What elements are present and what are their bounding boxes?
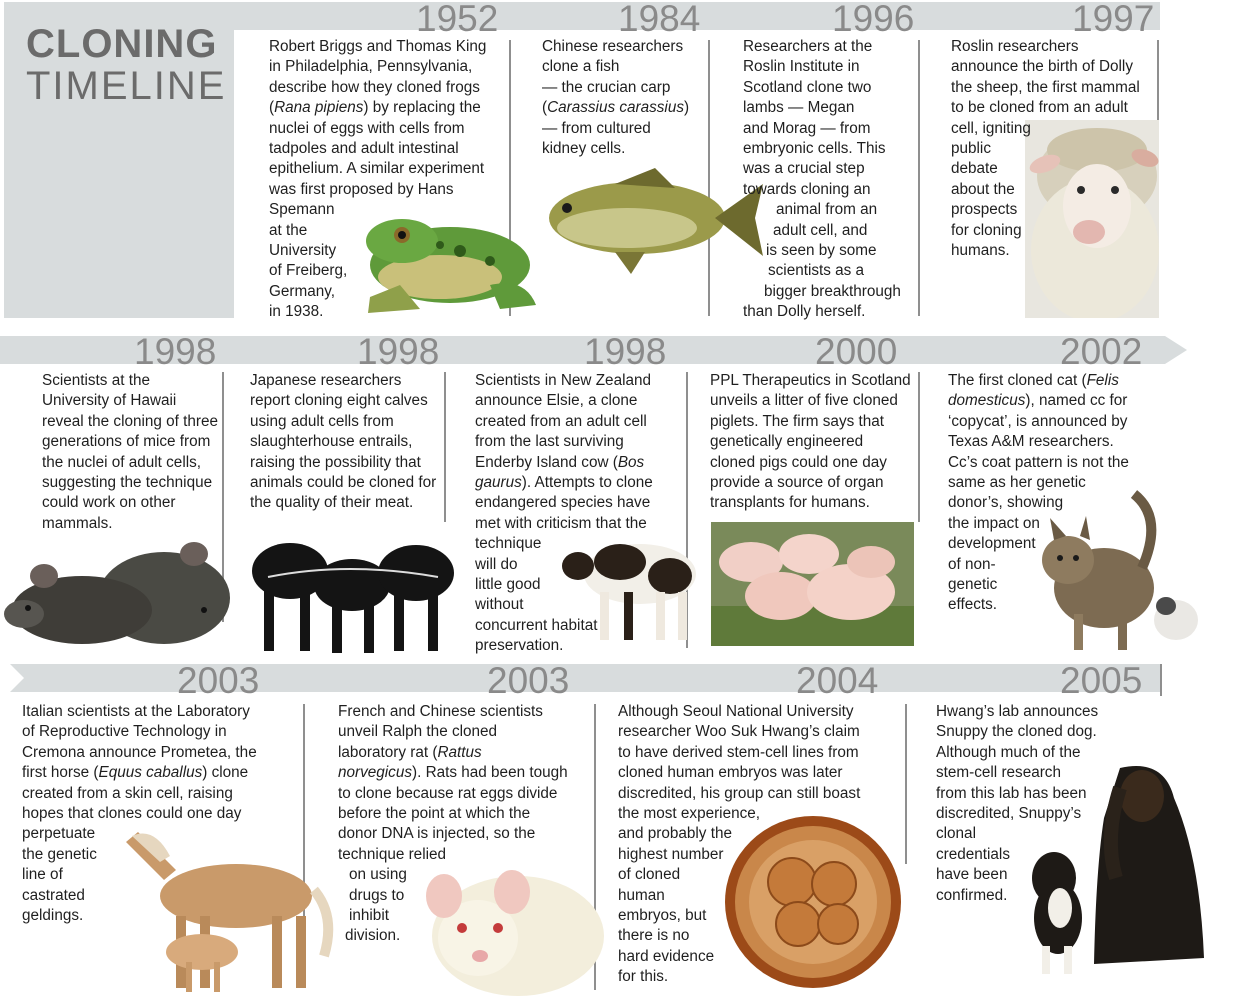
event-year: 1952 <box>416 0 499 39</box>
event-line: unveil Ralph the cloned <box>338 723 498 741</box>
event-line: mammals. <box>42 514 113 532</box>
event-line: inhibit <box>349 907 389 925</box>
event-line: towards cloning an <box>743 180 871 198</box>
event-line: embryonic cells. This <box>743 140 886 158</box>
event-line: Researchers at the <box>743 38 873 55</box>
event-description <box>22 702 302 926</box>
event-line: tadpoles and adult intestinal <box>269 140 459 158</box>
column-divider <box>444 372 446 522</box>
event-line: technique <box>475 535 542 553</box>
event-line: lambs — Megan <box>743 99 855 117</box>
event-line: researcher Woo Suk Hwang’s claim <box>618 723 860 741</box>
event-line: than Dolly herself. <box>743 303 866 321</box>
event-line: public <box>951 140 991 158</box>
event-description <box>42 371 222 534</box>
event-description <box>618 702 904 988</box>
event-line: Enderby Island cow (Bos <box>475 453 645 471</box>
event-line: was a crucial step <box>743 160 865 178</box>
event-line: (Carassius carassius) <box>542 99 690 117</box>
event-line: Roslin researchers <box>951 38 1079 55</box>
page-subtitle: TIMELINE <box>26 64 227 108</box>
event-line: unveils a litter of five cloned <box>710 392 898 410</box>
event-line: for this. <box>618 968 669 986</box>
event-line: of non- <box>948 555 996 573</box>
event-line: genetically engineered <box>710 433 864 451</box>
event-line: about the <box>951 180 1015 198</box>
event-line: from this lab has been <box>936 784 1087 802</box>
event-line: reveal the cloning of three <box>42 412 219 430</box>
event-description <box>269 37 509 323</box>
event-line: humans. <box>951 242 1010 260</box>
event-line: Hwang’s lab announces <box>936 703 1099 720</box>
event-line: slaughterhouse entrails, <box>250 433 413 451</box>
event-line: cell, igniting <box>951 119 1031 137</box>
event-line: met with criticism that the <box>475 514 647 532</box>
event-line: epithelium. A similar experiment <box>269 160 485 178</box>
event-line: at the <box>269 221 308 239</box>
event-line: embryos, but <box>618 907 707 925</box>
event-line: announce the birth of Dolly <box>951 58 1133 76</box>
event-year: 2004 <box>796 660 879 701</box>
event-line: preservation. <box>475 637 564 655</box>
event-line: have been <box>936 866 1008 884</box>
page-title: CLONING <box>26 22 218 66</box>
event-line: could work on other <box>42 494 176 512</box>
event-line: was first proposed by Hans <box>269 180 454 198</box>
piglets-icon <box>711 522 914 646</box>
event-line: — the crucian carp <box>542 78 671 96</box>
event-year: 1998 <box>357 331 440 372</box>
event-line: the sheep, the first mammal <box>951 78 1140 96</box>
event-line: the impact on <box>948 514 1040 532</box>
event-line: line of <box>22 866 63 884</box>
event-line: will do <box>475 555 518 573</box>
timeline-arrow-head <box>1165 336 1187 364</box>
event-line: (Rana pipiens) by replacing the <box>269 99 481 117</box>
event-line: PPL Therapeutics in Scotland <box>710 372 911 389</box>
event-line: adult cell, and <box>773 221 868 239</box>
event-year: 2003 <box>487 660 570 701</box>
event-line: Although Seoul National University <box>618 703 854 720</box>
event-line: Germany, <box>269 282 336 300</box>
event-line: Cremona announce Prometea, the <box>22 743 257 761</box>
event-description <box>542 37 708 159</box>
event-line: development <box>948 535 1036 553</box>
event-line: the quality of their meat. <box>250 494 414 512</box>
event-line: cloned pigs could one day <box>710 453 887 471</box>
event-line: technique relied <box>338 845 447 863</box>
event-line: Italian scientists at the Laboratory <box>22 703 250 720</box>
event-line: confirmed. <box>936 886 1008 904</box>
event-line: clone a fish <box>542 58 620 76</box>
event-line: University of Hawaii <box>42 392 177 410</box>
event-line: domesticus), named cc for <box>948 392 1128 410</box>
event-year: 2005 <box>1060 660 1143 701</box>
carp-icon <box>545 166 767 276</box>
event-line: genetic <box>948 576 998 594</box>
event-line: kidney cells. <box>542 140 626 158</box>
event-line: scientists as a <box>768 262 865 280</box>
event-line: same as her genetic <box>948 474 1086 492</box>
event-line: highest number <box>618 845 724 863</box>
title-panel <box>4 2 234 318</box>
event-line: donor’s, showing <box>948 494 1064 512</box>
event-line: bigger breakthrough <box>764 282 901 300</box>
event-line: raising the possibility that <box>250 453 421 471</box>
mice-icon <box>4 518 230 648</box>
event-line: created from an adult cell <box>475 412 647 430</box>
event-description <box>936 702 1156 906</box>
event-line: using adult cells from <box>250 412 394 430</box>
event-line: hopes that clones could one day <box>22 805 242 823</box>
event-line: — from cultured <box>542 119 651 137</box>
event-line: discredited, Snuppy’s <box>936 805 1082 823</box>
event-line: geldings. <box>22 907 84 925</box>
event-line: in Philadelphia, Pennsylvania, <box>269 58 473 76</box>
event-line: Although much of the <box>936 743 1081 761</box>
event-line: Texas A&M researchers. <box>948 433 1114 451</box>
event-line: nuclei of eggs with cells from <box>269 119 465 137</box>
event-year: 2000 <box>815 331 898 372</box>
event-description <box>743 37 915 323</box>
event-line: Chinese researchers <box>542 38 684 55</box>
event-line: without <box>475 596 524 614</box>
event-line: of Reproductive Technology in <box>22 723 227 741</box>
event-line: animal from an <box>776 201 878 219</box>
event-line: of cloned <box>618 866 681 884</box>
event-line: prospects <box>951 201 1018 219</box>
event-line: the nuclei of adult cells, <box>42 453 202 471</box>
event-line: transplants for humans. <box>710 494 870 512</box>
event-line: norvegicus). Rats had been tough <box>338 764 568 782</box>
event-line: Scotland clone two <box>743 78 872 96</box>
event-line: human <box>618 886 665 904</box>
event-line: first horse (Equus caballus) clone <box>22 764 249 782</box>
event-line: suggesting the technique <box>42 474 213 492</box>
event-line: Cc’s coat pattern is not the <box>948 453 1129 471</box>
event-year: 2003 <box>177 660 260 701</box>
event-line: Scientists in New Zealand <box>475 372 651 389</box>
event-year: 1998 <box>134 331 217 372</box>
event-line: gaurus). Attempts to clone <box>475 474 653 492</box>
event-description <box>475 371 675 657</box>
event-line: drugs to <box>349 886 405 904</box>
event-line: debate <box>951 160 998 178</box>
event-line: castrated <box>22 886 85 904</box>
event-line: University <box>269 242 337 260</box>
event-year: 1996 <box>832 0 915 39</box>
event-line: Snuppy the cloned dog. <box>936 723 1097 741</box>
event-line: effects. <box>948 596 998 614</box>
event-line: the most experience, <box>618 805 760 823</box>
event-line: from the last surviving <box>475 433 624 451</box>
event-description <box>710 371 916 514</box>
event-year: 2002 <box>1060 331 1143 372</box>
event-line: created from a skin cell, raising <box>22 784 233 802</box>
event-year: 1998 <box>584 331 667 372</box>
event-line: to have derived stem-cell lines from <box>618 743 859 761</box>
event-line: hard evidence <box>618 947 715 965</box>
event-line: clonal <box>936 825 976 843</box>
timeline-band-notch <box>10 664 24 692</box>
event-line: and probably the <box>618 825 732 843</box>
event-line: donor DNA is injected, so the <box>338 825 536 843</box>
event-line: division. <box>345 927 401 945</box>
column-divider <box>918 40 920 316</box>
event-line: little good <box>475 576 541 594</box>
event-line: for cloning <box>951 221 1022 239</box>
event-line: announce Elsie, a clone <box>475 392 638 410</box>
event-description <box>338 702 592 947</box>
event-line: perpetuate <box>22 825 96 843</box>
event-line: concurrent habitat <box>475 616 598 634</box>
event-line: in 1938. <box>269 303 324 321</box>
event-line: animals could be cloned for <box>250 474 437 492</box>
event-line: ‘copycat’, is announced by <box>948 412 1128 430</box>
event-year: 1997 <box>1072 0 1155 39</box>
event-line: of Freiberg, <box>269 262 348 280</box>
event-line: report cloning eight calves <box>250 392 428 410</box>
event-line: Scientists at the <box>42 372 150 389</box>
column-divider <box>1160 664 1162 696</box>
event-line: to be cloned from an adult <box>951 99 1128 117</box>
event-line: and Morag — from <box>743 119 871 137</box>
event-line: French and Chinese scientists <box>338 703 543 720</box>
event-line: Roslin Institute in <box>743 58 860 76</box>
event-line: describe how they cloned frogs <box>269 78 480 96</box>
event-line: Robert Briggs and Thomas King <box>269 38 487 55</box>
event-line: provide a source of organ <box>710 474 884 492</box>
event-line: is seen by some <box>766 242 877 260</box>
calves-icon <box>248 515 458 657</box>
event-line: piglets. The firm says that <box>710 412 885 430</box>
column-divider <box>905 704 907 864</box>
event-description <box>250 371 444 514</box>
event-line: cloned human embryos was later <box>618 764 843 782</box>
event-line: credentials <box>936 845 1010 863</box>
event-line: before the point at which the <box>338 805 531 823</box>
event-description <box>951 37 1157 261</box>
event-line: there is no <box>618 927 690 945</box>
event-line: endangered species have <box>475 494 651 512</box>
event-description <box>948 371 1138 616</box>
column-divider <box>918 372 920 522</box>
event-line: The first cloned cat (Felis <box>948 372 1119 389</box>
event-line: laboratory rat (Rattus <box>338 743 482 761</box>
event-line: to clone because rat eggs divide <box>338 784 558 802</box>
event-line: stem-cell research <box>936 764 1061 782</box>
event-line: on using <box>349 866 407 884</box>
event-line: the genetic <box>22 845 97 863</box>
event-line: generations of mice from <box>42 433 211 451</box>
event-year: 1984 <box>618 0 701 39</box>
event-line: Spemann <box>269 201 335 219</box>
event-line: Japanese researchers <box>250 372 402 389</box>
event-line: discredited, his group can still boast <box>618 784 861 802</box>
